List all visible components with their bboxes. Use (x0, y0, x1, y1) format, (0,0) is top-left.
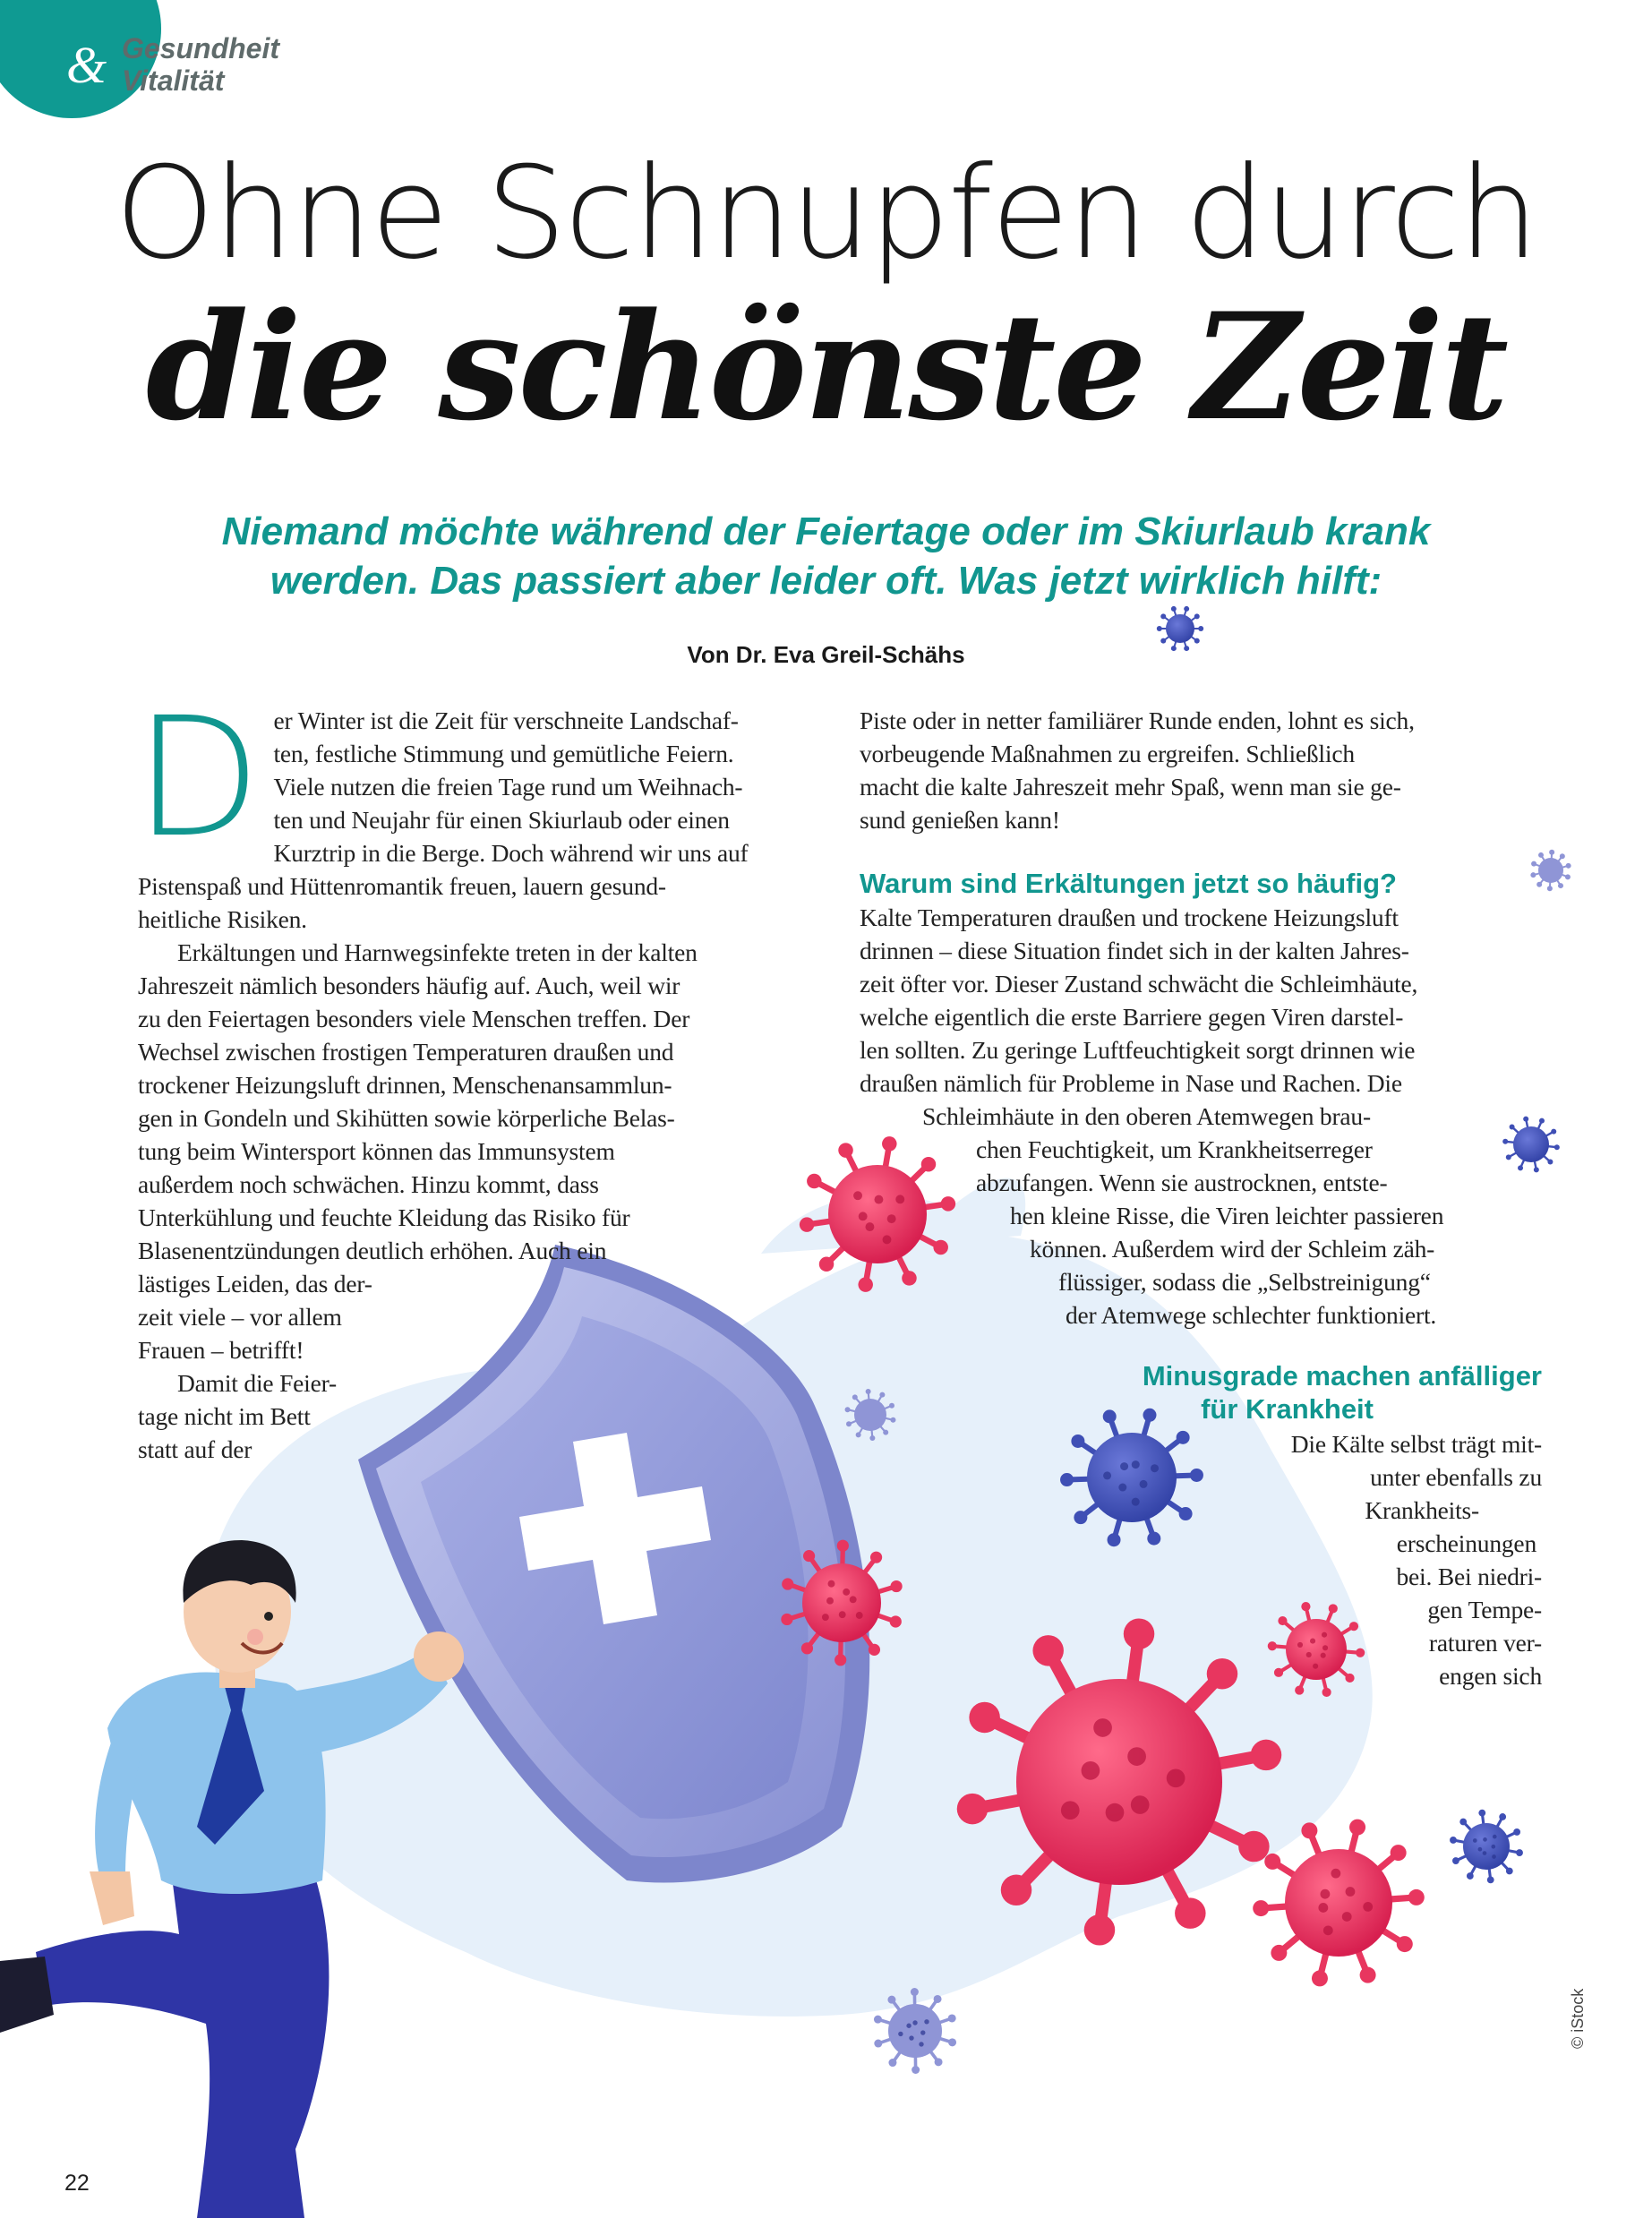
virus-spot (1492, 1854, 1496, 1859)
text-line: Krankheits- (1365, 1496, 1479, 1524)
virus-spike-tip (911, 1988, 919, 1996)
virus-spike-tip (948, 2038, 956, 2046)
virus-spike-tip (874, 2040, 882, 2048)
text-line: Blasenentzündungen deutlich erhöhen. Auch ein (138, 1237, 607, 1264)
virus-spike-tip (1251, 1740, 1282, 1771)
virus-spike-tip (1467, 1872, 1474, 1880)
virus-spike-tip (1506, 1868, 1513, 1875)
virus-spot (856, 1612, 863, 1619)
subheading-1: Warum sind Erkältungen jetzt so häufig? (860, 868, 1397, 899)
virus-spike-tip (1071, 1434, 1084, 1448)
virus-spot (1140, 1480, 1148, 1488)
virus-spike-tip (1531, 861, 1536, 867)
virus-spot (1167, 1768, 1186, 1787)
text-line: hen kleine Risse, die Viren leichter passieren (1010, 1202, 1444, 1229)
text-line: chen Feuchtigkeit, um Krankheitserreger (976, 1135, 1373, 1163)
text-line: tage nicht im Bett (138, 1402, 311, 1430)
virus-body (1087, 1433, 1177, 1522)
virus-spike-tip (1184, 606, 1189, 612)
virus-spike-tip (1547, 886, 1553, 891)
virus-spike-tip (1349, 1820, 1365, 1836)
virus-spike-tip (1459, 1819, 1467, 1826)
virus-body (1016, 1679, 1222, 1885)
virus-spike-tip (883, 1430, 888, 1435)
virus-spike-tip (803, 1550, 815, 1562)
virus-spike-tip (1487, 1877, 1494, 1884)
text-line: Kalte Temperaturen draußen und trockene Heizungsluft (860, 903, 1399, 931)
virus-spot (1346, 1887, 1356, 1897)
virus-body (1285, 1849, 1392, 1957)
virus-spike-tip (852, 1394, 858, 1400)
column-2-section-1 (860, 901, 1542, 1332)
virus-spike-tip (1478, 1810, 1485, 1817)
virus-spike-tip (1177, 1431, 1190, 1444)
virus-spike-tip (1060, 1473, 1074, 1486)
virus-spot (924, 2019, 929, 2024)
text-line: unter ebenfalls zu (1370, 1463, 1542, 1491)
virus-spike-tip (1238, 1831, 1270, 1863)
virus-body (1463, 1823, 1510, 1870)
text-line: trockener Heizungsluft drinnen, Menschenansammlun- (138, 1071, 672, 1099)
virus-spike-tip (1566, 863, 1571, 869)
text-line: engen sich (1439, 1662, 1542, 1690)
virus-body (888, 2004, 942, 2058)
virus-spike-tip (1408, 1889, 1425, 1905)
virus-spike-tip (1194, 613, 1200, 619)
virus-body (1538, 858, 1563, 883)
text-line: zu den Feiertagen besonders viele Menschen treffen. Der (138, 1005, 690, 1032)
virus-spike-tip (856, 1432, 861, 1437)
virus-spike-tip (869, 1644, 880, 1656)
text-line: ten und Neujahr für einen Skiurlaub oder einen (273, 806, 730, 834)
text-line: Unterkühlung und feuchte Kleidung das Risiko für (138, 1203, 630, 1231)
virus-spike-tip (1253, 1900, 1269, 1916)
section-label-line2: Vitalität (122, 64, 225, 97)
text-line: raturen ver- (1428, 1629, 1542, 1657)
virus-spike-tip (1074, 1511, 1087, 1524)
virus-spike-tip (845, 1407, 851, 1412)
text-line: Erkältungen und Harnwegsinfekte treten in der kalten (177, 938, 698, 966)
text-line: heitliche Risiken. (138, 905, 307, 933)
virus-spike-tip (782, 1578, 793, 1589)
section-label-line1: Gesundheit (122, 32, 280, 64)
virus-spike-tip (1499, 1813, 1506, 1820)
text-line: Schleimhäute in den oberen Atemwegen brau- (922, 1102, 1371, 1130)
virus-spot (1103, 1471, 1111, 1479)
virus-spike-tip (1565, 874, 1571, 879)
text-line: Piste oder in netter familiärer Runde enden, lohnt es sich, (860, 707, 1415, 734)
virus-spot (1478, 1847, 1483, 1852)
virus-spot (1493, 1835, 1497, 1839)
virus-spot (1483, 1837, 1487, 1842)
virus-spot (828, 1580, 835, 1588)
virus-spike-tip (801, 1642, 813, 1654)
text-line: drinnen – diese Situation findet sich in der kalten Jahres- (860, 937, 1409, 964)
text-line: Die Kälte selbst trägt mit- (1290, 1430, 1542, 1458)
column-2-section-2 (1200, 1427, 1542, 1692)
virus-body (1166, 614, 1194, 643)
virus-spike-tip (1312, 1970, 1328, 1986)
virus-spike-tip (1171, 606, 1177, 612)
virus-spot (850, 1596, 857, 1603)
virus-spike-tip (890, 1417, 895, 1423)
text-line: zeit viele – vor allem (138, 1303, 342, 1331)
text-line: draußen nämlich für Probleme in Nase und Rachen. Die (860, 1069, 1402, 1097)
blue-virus-icon (1450, 1810, 1523, 1884)
virus-spot (909, 2035, 913, 2040)
virus-spike-tip (869, 1435, 875, 1441)
virus-spike-tip (890, 1580, 902, 1592)
virus-spike-tip (1271, 1945, 1287, 1961)
text-line: gen in Gondeln und Skihütten sowie körperliche Belas- (138, 1104, 675, 1132)
virus-spike-tip (870, 1552, 882, 1563)
text-line: Frauen – betrifft! (138, 1336, 304, 1364)
virus-spike-tip (1560, 853, 1565, 859)
virus-spike-tip (1554, 1144, 1560, 1150)
virus-spike-tip (1536, 882, 1542, 887)
virus-spot (1093, 1718, 1112, 1737)
virus-spike-tip (1001, 1875, 1032, 1906)
virus-spot (1318, 1903, 1328, 1913)
text-line: statt auf der (138, 1435, 253, 1463)
virus-spot (1106, 1803, 1125, 1822)
virus-spot (1151, 1464, 1159, 1472)
virus-spike-tip (1157, 626, 1162, 631)
virus-spike-tip (1558, 883, 1563, 888)
lead-line1: Niemand möchte während der Feiertage oder im Skiurlaub krank (221, 510, 1431, 553)
dropcap: D (134, 682, 261, 874)
text-line: bei. Bei niedri- (1396, 1563, 1542, 1590)
text-line: abzufangen. Wenn sie austrocknen, entste- (976, 1169, 1388, 1196)
text-line: Wechsel zwischen frostigen Temperaturen draußen und (138, 1038, 674, 1066)
text-line: ten, festliche Stimmung und gemütliche Feiern. (273, 740, 734, 767)
photo-credit: © iStock (1569, 1988, 1587, 2049)
text-line: der Atemwege schlechter funktioniert. (1066, 1301, 1437, 1329)
virus-spot (1331, 1869, 1340, 1879)
text-line: welche eigentlich die erste Barriere gegen Viren darstel- (860, 1003, 1404, 1031)
headline-script: die schönste Zeit (145, 280, 1507, 453)
virus-spot (919, 2042, 923, 2046)
virus-spike-tip (1551, 1129, 1556, 1135)
virus-spike-tip (1452, 1857, 1459, 1864)
virus-spike-tip (837, 1540, 849, 1552)
subheading-2-line1: Minusgrade machen anfälliger (1142, 1360, 1542, 1392)
virus-spike-tip (912, 2066, 920, 2074)
virus-spot (1132, 1460, 1140, 1469)
virus-body (802, 1563, 881, 1642)
virus-spike-tip (957, 1794, 989, 1825)
text-line: vorbeugende Maßnahmen zu ergreifen. Schließlich (860, 740, 1355, 767)
virus-spike-tip (1179, 1507, 1193, 1520)
virus-spike-tip (879, 1392, 885, 1398)
virus-spike-tip (1160, 613, 1166, 619)
virus-spot (920, 2030, 925, 2034)
text-line: Pistenspaß und Hüttenromantik freuen, lauern gesund- (138, 872, 666, 900)
text-line: erscheinungen (1396, 1529, 1536, 1557)
virus-spot (839, 1611, 846, 1618)
text-line: können. Außerdem wird der Schleim zäh- (1030, 1235, 1435, 1263)
text-line: macht die kalte Jahreszeit mehr Spaß, wenn man sie ge- (860, 773, 1401, 801)
column-1 (134, 682, 822, 1466)
virus-spike-tip (1397, 1936, 1413, 1952)
virus-spike-tip (866, 1389, 871, 1394)
virus-spike-tip (846, 1421, 852, 1426)
virus-spike-tip (1194, 638, 1200, 644)
virus-spot (1118, 1484, 1126, 1492)
text-line: Viele nutzen die freien Tage rund um Weihnach- (273, 773, 743, 801)
virus-spike-tip (888, 2059, 896, 2067)
virus-spot (822, 1614, 829, 1621)
virus-spike-tip (1538, 852, 1544, 858)
virus-spike-tip (1032, 1635, 1064, 1666)
virus-spike-tip (1198, 626, 1203, 631)
virus-spike-tip (1391, 1845, 1407, 1861)
virus-spike-tip (948, 2014, 956, 2022)
virus-spot (1342, 1912, 1352, 1922)
text-line: sund genießen kann! (860, 806, 1060, 834)
virus-spot (1483, 1851, 1487, 1855)
page-number: 22 (64, 2171, 90, 2196)
lead-line2: werden. Das passiert aber leider oft. Was jetzt wirklich hilft: (270, 559, 1382, 603)
virus-spike-tip (887, 1996, 895, 2004)
virus-spike-tip (781, 1614, 792, 1625)
virus-body (854, 1399, 886, 1431)
virus-spot (1127, 1747, 1146, 1766)
text-line: lästiges Leiden, das der- (138, 1270, 372, 1297)
virus-spike-tip (874, 2016, 882, 2024)
virus-spike-tip (890, 1615, 902, 1627)
virus-spot (906, 2024, 911, 2028)
byline: Von Dr. Eva Greil-Schähs (687, 641, 965, 668)
text-line: len sollten. Zu geringe Luftfeuchtigkeit sorgt drinnen wie (860, 1036, 1416, 1064)
column-2-intro (860, 704, 1542, 836)
virus-spot (1320, 1889, 1330, 1899)
text-line: tung beim Wintersport können das Immunsystem (138, 1137, 615, 1165)
virus-spot (843, 1589, 850, 1596)
virus-spike-tip (1124, 1618, 1155, 1649)
virus-spot (1491, 1845, 1495, 1849)
headline-main: Ohne Schnupfen durch (115, 140, 1537, 287)
virus-spike-tip (1147, 1532, 1160, 1546)
lilac-virus-icon (1530, 850, 1571, 892)
subheading-2 (1039, 1359, 1542, 1426)
virus-spike-tip (1360, 1967, 1376, 1983)
text-line: er Winter ist die Zeit für verschneite Landschaf- (273, 707, 739, 734)
text-line: außerdem noch schwächen. Hinzu kommt, dass (138, 1170, 599, 1198)
virus-spike-tip (1547, 1160, 1553, 1165)
virus-spike-tip (889, 1403, 894, 1409)
virus-spot (1120, 1462, 1128, 1470)
virus-spot (826, 1597, 834, 1605)
text-line: Jahreszeit nämlich besonders häufig auf. Auch, weil wir (138, 972, 680, 999)
section-badge-ampersand: & (66, 36, 107, 94)
text-line: gen Tempe- (1427, 1596, 1542, 1623)
virus-spike-tip (1530, 872, 1536, 878)
virus-spike-tip (1450, 1837, 1457, 1844)
virus-spike-tip (838, 1143, 853, 1158)
virus-spot (1131, 1795, 1150, 1814)
virus-spike-tip (1184, 646, 1189, 651)
virus-spike-tip (1084, 1914, 1116, 1946)
virus-spike-tip (1301, 1822, 1317, 1838)
virus-spike-tip (1513, 1828, 1520, 1836)
virus-spot (1363, 1902, 1373, 1912)
virus-spike-tip (1516, 1849, 1523, 1856)
virus-spot (898, 2032, 903, 2036)
text-line: Damit die Feier- (177, 1369, 337, 1397)
virus-spot (1061, 1801, 1080, 1820)
virus-spot (1473, 1838, 1477, 1843)
virus-spot (1323, 1925, 1333, 1935)
blue-virus-icon (1157, 606, 1203, 651)
virus-spike-tip (1108, 1533, 1121, 1546)
virus-spot (1082, 1761, 1100, 1780)
virus-spike-tip (1549, 850, 1554, 855)
text-line: flüssiger, sodass die „Selbstreinigung“ (1058, 1268, 1431, 1296)
text-line: zeit öfter vor. Dieser Zustand schwächt die Schleimhäute, (860, 970, 1418, 998)
virus-spike-tip (1264, 1854, 1280, 1870)
virus-spike-tip (835, 1654, 846, 1666)
virus-spike-tip (935, 2058, 943, 2066)
virus-spike-tip (934, 1995, 942, 2003)
virus-spike-tip (969, 1702, 1000, 1734)
virus-spot (912, 2020, 917, 2025)
virus-spike-tip (1171, 646, 1177, 651)
subheading-2-line2: für Krankheit (1201, 1393, 1374, 1425)
virus-spike-tip (1175, 1897, 1206, 1929)
virus-spike-tip (1160, 638, 1166, 644)
text-line: Kurztrip in die Berge. Doch während wir uns auf (273, 839, 749, 867)
virus-spot (1132, 1498, 1140, 1506)
